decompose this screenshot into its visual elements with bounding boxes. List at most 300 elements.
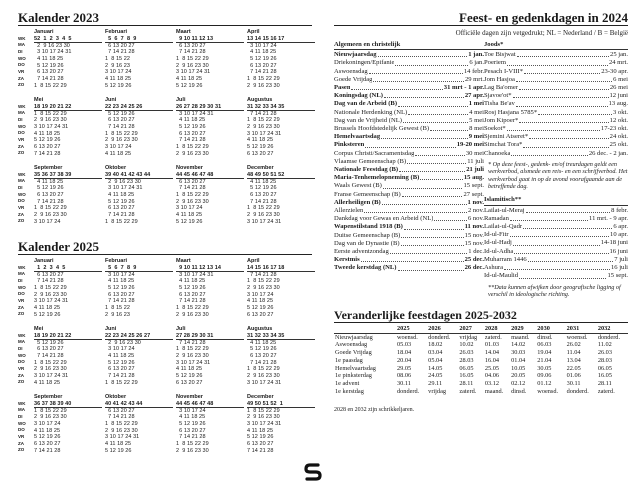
table-cell: 03.12 bbox=[484, 380, 500, 388]
day-row: 5 12 19 26 bbox=[176, 218, 203, 225]
weekday-label: WO bbox=[18, 352, 26, 358]
holiday-name: Aswoensdag bbox=[334, 67, 368, 75]
day-row: 6 13 20 27 bbox=[176, 178, 206, 185]
weekday-label: VR bbox=[18, 298, 25, 304]
day-row: 1 8 15 22 29 bbox=[176, 346, 209, 353]
islamic-holidays-list bbox=[484, 207, 628, 281]
day-row: 4 11 18 25 bbox=[247, 137, 274, 144]
month-block bbox=[34, 394, 102, 454]
holiday-name: Hemelvaartsdag bbox=[334, 133, 381, 141]
table-cell: 19.04 bbox=[537, 349, 552, 357]
table-row bbox=[334, 333, 628, 341]
month-name: November bbox=[176, 394, 203, 400]
table-cell: 04.06 bbox=[484, 372, 500, 380]
day-row: 5 12 19 26 bbox=[34, 434, 61, 441]
day-row: 6 13 20 27 bbox=[176, 291, 206, 298]
weekday-label: WO bbox=[18, 123, 26, 129]
day-row: 2 9 16 23 30 bbox=[247, 414, 280, 421]
month-block bbox=[176, 29, 244, 89]
day-row: 4 11 18 25 bbox=[34, 379, 61, 386]
day-row: 5 12 19 26 bbox=[176, 82, 203, 89]
calendar-quarter bbox=[18, 394, 312, 462]
table-cell: vrijdag bbox=[428, 388, 447, 396]
day-row: 5 12 19 26 bbox=[176, 420, 206, 427]
day-row: 5 12 19 26 bbox=[176, 123, 206, 130]
variable-holidays-title: Veranderlijke feestdagen 2025-2032 bbox=[334, 308, 628, 323]
day-row: 6 13 20 27 bbox=[105, 291, 135, 298]
weekday-label: DO bbox=[18, 130, 25, 136]
holiday-date: 11 juli bbox=[467, 157, 484, 165]
leader-dots bbox=[526, 207, 610, 213]
month-name: April bbox=[247, 258, 260, 264]
day-row: 1 8 15 22 29 bbox=[34, 359, 67, 366]
holiday-name: Id-ul-Maulid bbox=[484, 272, 519, 280]
table-cell: 26.02 bbox=[566, 341, 581, 349]
holiday-item bbox=[484, 109, 628, 117]
row-label: Nieuwjaarsdag bbox=[335, 333, 373, 341]
month-name: December bbox=[247, 394, 274, 400]
day-row: 5 12 19 26 bbox=[34, 339, 64, 346]
weekday-label: WO bbox=[18, 55, 26, 61]
holiday-name: Pinksteren bbox=[334, 141, 365, 149]
holiday-item bbox=[334, 240, 484, 248]
day-row: 1 8 15 22 29 bbox=[247, 407, 280, 414]
holiday-name: Lailat-ul-Qadr bbox=[484, 223, 523, 231]
holiday-name: Poeriem bbox=[484, 59, 506, 67]
table-cell: donderd. bbox=[397, 388, 420, 396]
holiday-name: Rosj Hasjana 5785* bbox=[484, 108, 538, 116]
table-cell: 20.04 bbox=[397, 356, 412, 364]
day-row: 6 13 20 27 bbox=[34, 143, 61, 150]
table-row bbox=[334, 349, 628, 357]
leader-dots bbox=[404, 223, 464, 229]
leader-dots bbox=[398, 264, 464, 270]
calendar-title-2025: Kalender 2025 bbox=[18, 239, 312, 255]
day-row: 1 8 15 22 29 bbox=[176, 143, 209, 150]
weekday-label: ZA bbox=[18, 304, 24, 310]
table-cell: 16.04 bbox=[484, 356, 500, 364]
leader-dots bbox=[415, 150, 464, 156]
month-name: Februari bbox=[105, 29, 128, 35]
row-label: Hemelvaartsdag bbox=[335, 364, 376, 372]
holiday-date: 25 dec. bbox=[464, 256, 484, 264]
leader-dots bbox=[519, 272, 606, 278]
table-cell: donderd. bbox=[597, 333, 621, 341]
table-cell: donderd. bbox=[566, 388, 589, 396]
day-row: 3 10 17 24 bbox=[247, 42, 277, 49]
weekday-label: VR bbox=[18, 205, 25, 211]
week-numbers: 22 23 24 25 26 27 bbox=[105, 333, 173, 340]
holiday-name: Dag van de Dynastie (B) bbox=[334, 239, 400, 247]
weekday-label: VR bbox=[18, 137, 25, 143]
day-row: 2 9 16 23 30 bbox=[34, 42, 70, 49]
weekday-label: ZA bbox=[18, 211, 24, 217]
weekday-label: DI bbox=[18, 277, 23, 283]
day-row: 5 12 19 26 bbox=[105, 198, 135, 205]
holiday-date: 15 sept. bbox=[607, 272, 628, 280]
day-row: 7 14 21 28 bbox=[247, 359, 277, 366]
week-numbers: 39 40 41 42 43 44 bbox=[105, 172, 173, 179]
day-row: 4 11 18 25 bbox=[105, 75, 132, 82]
year-header: 2029 bbox=[510, 325, 536, 333]
month-name: Mei bbox=[34, 97, 44, 103]
leader-dots bbox=[373, 76, 463, 82]
day-row: 4 11 18 25 bbox=[247, 427, 274, 434]
weekday-label: DI bbox=[18, 413, 23, 419]
day-row: 4 11 18 25 bbox=[176, 117, 206, 124]
table-cell: 13.04 bbox=[566, 356, 581, 364]
leader-dots bbox=[507, 59, 608, 65]
weekday-label: WO bbox=[18, 420, 26, 426]
holiday-item bbox=[484, 231, 628, 239]
weekday-labels bbox=[18, 333, 26, 387]
day-row: 6 13 20 27 bbox=[247, 150, 274, 157]
table-cell: 29.11 bbox=[428, 380, 443, 388]
day-row: 2 9 16 23 30 bbox=[247, 123, 280, 130]
day-row: 6 13 20 27 bbox=[247, 191, 277, 198]
day-row: 7 14 21 28 bbox=[34, 278, 64, 285]
month-block bbox=[247, 97, 315, 157]
day-row: 6 13 20 27 bbox=[105, 117, 135, 124]
table-cell: 11.04 bbox=[566, 349, 581, 357]
table-cell: 28.03 bbox=[459, 356, 474, 364]
holiday-name: Nieuwjaarsdag bbox=[334, 51, 377, 59]
day-row: 5 12 19 26 bbox=[247, 304, 274, 311]
week-numbers: 9 10 11 12 13 14 bbox=[176, 265, 244, 272]
holiday-item bbox=[334, 223, 484, 231]
table-header-blank bbox=[334, 325, 396, 333]
holiday-name: Goede Vrijdag bbox=[334, 75, 373, 83]
weekday-label: ZO bbox=[18, 82, 25, 88]
leader-dots bbox=[420, 174, 463, 180]
table-cell: 06.05 bbox=[597, 364, 612, 372]
leader-dots bbox=[507, 125, 600, 131]
calendar-title-2023: Kalender 2023 bbox=[18, 10, 312, 26]
holiday-name: Dag van de Vrijheid (NL) bbox=[334, 116, 402, 124]
week-numbers: 52 1 2 3 4 5 bbox=[34, 36, 102, 43]
jewish-holidays-list bbox=[484, 51, 628, 158]
table-cell: 18.02 bbox=[428, 341, 443, 349]
day-row: 5 12 19 26 bbox=[34, 185, 64, 192]
week-numbers: 36 37 38 39 40 bbox=[34, 401, 102, 408]
holiday-date: 8 febr. bbox=[611, 206, 628, 214]
table-cell: 01.04 bbox=[511, 356, 526, 364]
day-row: 3 10 17 24 31 bbox=[247, 379, 282, 386]
month-block bbox=[105, 29, 173, 89]
day-row: 1 8 15 22 29 bbox=[247, 75, 280, 82]
row-label: 1e pinksterdag bbox=[335, 372, 372, 380]
day-row: 7 14 21 28 bbox=[34, 150, 61, 157]
jewish-holidays-heading: Joods* bbox=[484, 41, 628, 50]
holiday-name: Kerstmis bbox=[334, 256, 360, 264]
day-row: 1 8 15 22 bbox=[105, 55, 130, 62]
year-header: 2025 bbox=[396, 325, 427, 333]
day-row: 4 11 18 25 bbox=[105, 191, 135, 198]
day-row: 4 11 18 25 bbox=[176, 75, 203, 82]
day-row: 7 14 21 28 bbox=[247, 447, 274, 454]
day-row: 3 10 17 24 31 bbox=[247, 218, 282, 225]
day-row: 4 11 18 25 bbox=[176, 278, 206, 285]
holiday-item bbox=[484, 239, 628, 247]
month-block bbox=[34, 29, 102, 89]
holiday-item bbox=[484, 100, 628, 108]
general-holidays-column bbox=[334, 41, 484, 304]
day-row: 3 10 17 24 31 bbox=[34, 298, 69, 305]
table-cell: 16.05 bbox=[597, 372, 612, 380]
day-row: 1 8 15 22 29 bbox=[176, 440, 209, 447]
calendar-quarter bbox=[18, 97, 312, 165]
leader-dots bbox=[519, 84, 609, 90]
day-row: 4 11 18 25 bbox=[247, 339, 277, 346]
calendar-quarter bbox=[18, 258, 312, 326]
holiday-date: 31 mrt - 1 apr. bbox=[443, 84, 484, 92]
day-row: 2 9 16 23 30 bbox=[176, 447, 209, 454]
table-row bbox=[334, 341, 628, 349]
month-name: Augustus bbox=[247, 97, 273, 103]
holiday-name: Nationale Feestdag (B) bbox=[334, 166, 399, 174]
holiday-date: 19-20 mei bbox=[456, 141, 484, 149]
day-row: 3 10 17 24 31 bbox=[176, 359, 211, 366]
table-cell: 11.02 bbox=[597, 341, 612, 349]
weekday-labels bbox=[18, 265, 26, 319]
month-name: September bbox=[34, 394, 63, 400]
holiday-item bbox=[484, 117, 628, 125]
holiday-date: 6 mei bbox=[613, 75, 628, 83]
table-cell: 14.05 bbox=[428, 364, 443, 372]
holiday-date: 7 juli bbox=[614, 255, 628, 263]
holiday-date: 11 mrt. - 9 apr. bbox=[589, 214, 628, 222]
day-row: 3 10 17 24 bbox=[247, 291, 274, 298]
holiday-date: 13 aug. bbox=[608, 100, 628, 108]
weekday-label: MA bbox=[18, 178, 25, 184]
leap-year-note: 2028 en 2032 zijn schrikkeljaren. bbox=[334, 407, 415, 414]
holiday-name: Tisha Be'av bbox=[484, 100, 515, 108]
day-row: 4 11 18 25 bbox=[247, 49, 277, 56]
table-cell: 25.05 bbox=[484, 364, 500, 372]
day-row: 4 11 18 25 bbox=[176, 211, 203, 218]
row-label: Goede Vrijdag bbox=[335, 349, 372, 357]
holiday-date: 24 mrt. bbox=[608, 59, 628, 67]
leader-dots bbox=[516, 100, 608, 106]
holiday-name: Jom Kipoer* bbox=[484, 116, 519, 124]
day-row: 5 12 19 26 bbox=[105, 359, 135, 366]
month-block bbox=[176, 258, 244, 318]
leader-dots bbox=[364, 207, 467, 213]
month-name: Maart bbox=[176, 258, 191, 264]
day-row: 1 8 15 22 29 bbox=[176, 304, 209, 311]
leader-dots bbox=[369, 68, 463, 74]
leader-dots bbox=[524, 68, 600, 74]
day-row: 3 10 17 24 31 bbox=[105, 434, 140, 441]
holiday-date: 15 aug. bbox=[463, 174, 484, 182]
year-header: 2026 bbox=[427, 325, 458, 333]
table-cell: 24.05 bbox=[428, 372, 443, 380]
holiday-name: Pasen bbox=[334, 84, 351, 92]
day-row: 6 13 20 27 bbox=[247, 352, 277, 359]
holiday-name: Nationale Herdenking (NL) bbox=[334, 108, 408, 116]
day-row: 6 13 20 27 bbox=[34, 69, 64, 76]
day-row: 3 10 17 24 bbox=[34, 420, 61, 427]
holiday-name: Dag van de Arbeid (B) bbox=[334, 100, 398, 108]
holidays-page bbox=[320, 0, 640, 497]
week-label: WK bbox=[18, 103, 26, 109]
holiday-date: 26 dec. bbox=[464, 264, 484, 272]
holiday-item bbox=[484, 141, 628, 149]
day-row: 3 10 17 24 31 bbox=[176, 69, 211, 76]
day-row: 3 10 17 24 bbox=[176, 407, 206, 414]
leader-dots bbox=[529, 133, 609, 139]
day-row: 4 11 18 25 bbox=[105, 352, 135, 359]
day-row: 4 11 18 25 bbox=[34, 427, 61, 434]
month-name: Maart bbox=[176, 29, 191, 35]
leader-dots bbox=[519, 117, 608, 123]
holiday-item bbox=[334, 264, 484, 272]
day-row: 4 11 18 25 bbox=[105, 150, 132, 157]
table-cell: 26.03 bbox=[597, 349, 612, 357]
holiday-name: Simchat Tora* bbox=[484, 141, 523, 149]
row-label: 1e paasdag bbox=[335, 356, 363, 364]
week-numbers: 48 49 50 51 52 bbox=[247, 172, 315, 179]
publisher-logo-icon bbox=[304, 462, 322, 482]
weekday-label: WO bbox=[18, 191, 26, 197]
holiday-item bbox=[334, 133, 484, 141]
day-row: 3 10 17 24 bbox=[105, 143, 132, 150]
week-numbers: 49 50 51 52 1 bbox=[247, 401, 315, 408]
day-row: 3 10 17 24 bbox=[105, 346, 135, 353]
leader-dots bbox=[510, 215, 588, 221]
holiday-item bbox=[484, 76, 628, 84]
week-numbers: 18 19 20 21 22 bbox=[34, 104, 102, 111]
day-row: 1 8 15 22 29 bbox=[34, 284, 67, 291]
holiday-date: 27 sept. bbox=[463, 190, 484, 198]
holiday-item bbox=[334, 182, 484, 190]
holiday-date: 1 jan. bbox=[468, 51, 484, 59]
day-row: 7 14 21 28 bbox=[176, 137, 206, 144]
holiday-date: 1 dec. bbox=[468, 248, 484, 256]
day-row: 2 9 16 23 30 bbox=[247, 211, 280, 218]
table-cell: maand. bbox=[484, 388, 504, 396]
month-name: Oktober bbox=[105, 165, 127, 171]
day-row: 1 8 15 22 29 bbox=[34, 82, 67, 89]
leader-dots bbox=[528, 256, 614, 262]
day-row: 5 12 19 26 bbox=[247, 143, 274, 150]
holiday-item bbox=[484, 59, 628, 67]
weekday-label: ZO bbox=[18, 447, 25, 453]
day-row: 1 8 15 22 29 bbox=[247, 205, 280, 212]
holiday-date: 21 juli bbox=[466, 166, 484, 174]
month-block bbox=[176, 326, 244, 386]
day-row: 7 14 21 28 bbox=[176, 434, 206, 441]
day-row: 3 10 17 24 bbox=[34, 218, 61, 225]
leader-dots bbox=[384, 92, 464, 98]
week-numbers: 26 27 28 29 30 31 bbox=[176, 104, 244, 111]
weekday-label: MA bbox=[18, 339, 25, 345]
day-row: 5 12 19 26 bbox=[176, 372, 203, 379]
table-cell: 28.03 bbox=[597, 356, 612, 364]
weekday-label: DO bbox=[18, 62, 25, 68]
leader-dots bbox=[395, 59, 468, 65]
day-row: 4 11 18 25 bbox=[105, 278, 135, 285]
month-block bbox=[105, 258, 173, 318]
day-row: 4 11 18 25 bbox=[34, 55, 64, 62]
table-cell: 14.02 bbox=[511, 341, 526, 349]
month-block bbox=[247, 165, 315, 225]
day-row: 5 12 19 26 bbox=[34, 62, 64, 69]
table-cell: 18.04 bbox=[397, 349, 412, 357]
table-cell: 01.03 bbox=[484, 341, 500, 349]
day-row: 6 13 20 27 bbox=[247, 62, 277, 69]
month-block bbox=[105, 165, 173, 225]
holiday-date: 29 mrt. bbox=[464, 75, 484, 83]
day-row: 1 8 15 22 29 bbox=[247, 366, 280, 373]
leader-dots bbox=[402, 191, 463, 197]
day-row: 6 13 20 27 bbox=[34, 191, 64, 198]
day-row: 6 13 20 27 bbox=[176, 130, 206, 137]
day-row: 1 8 15 22 29 bbox=[34, 407, 67, 414]
table-row bbox=[334, 380, 628, 388]
leader-dots bbox=[351, 84, 442, 90]
day-row: 5 12 19 26 bbox=[105, 447, 132, 454]
holiday-date: 3 okt. bbox=[612, 108, 628, 116]
table-row bbox=[334, 357, 628, 365]
day-row: 1 8 15 22 29 bbox=[34, 110, 67, 117]
day-row: 7 14 21 28 bbox=[176, 339, 206, 346]
table-cell: 05.04 bbox=[428, 356, 443, 364]
day-row: 6 13 20 27 bbox=[105, 366, 135, 373]
month-block bbox=[176, 97, 244, 157]
day-row: 7 14 21 28 bbox=[247, 69, 277, 76]
holiday-date: 12 juni bbox=[609, 92, 628, 100]
holiday-date: 16 juni bbox=[609, 247, 628, 255]
day-row: 7 14 21 28 bbox=[34, 352, 64, 359]
weekday-label: MA bbox=[18, 110, 25, 116]
day-row: 3 10 17 24 31 bbox=[247, 130, 282, 137]
holiday-name: Dankdag voor Gewas en Arbeid (NL) bbox=[334, 215, 434, 223]
holiday-name: Corpus Christi/Sacramentsdag bbox=[334, 149, 415, 157]
day-row: 6 13 20 27 bbox=[176, 379, 203, 386]
row-label: 1e advent bbox=[335, 380, 360, 388]
leader-dots bbox=[383, 182, 463, 188]
year-header: 2027 bbox=[458, 325, 484, 333]
holiday-item bbox=[334, 256, 484, 264]
day-row: 2 9 16 23 30 bbox=[105, 178, 141, 185]
day-row: 2 9 16 23 bbox=[105, 311, 130, 318]
month-block bbox=[247, 258, 315, 318]
holiday-name: Ashura bbox=[484, 264, 504, 272]
day-row: 1 8 15 22 29 bbox=[105, 218, 138, 225]
year-header: 2032 bbox=[597, 325, 628, 333]
holiday-name: Jom Hasjoa bbox=[484, 75, 515, 83]
holiday-date: 26 dec. - 2 jan. bbox=[588, 149, 628, 157]
month-block bbox=[247, 394, 315, 454]
week-numbers: 44 45 46 47 48 bbox=[176, 401, 244, 408]
year-header: 2031 bbox=[566, 325, 597, 333]
month-name: Juli bbox=[176, 97, 186, 103]
day-row: 4 11 18 25 bbox=[176, 414, 206, 421]
holiday-item bbox=[334, 76, 484, 84]
weekday-label: MA bbox=[18, 42, 25, 48]
weekday-label: VR bbox=[18, 434, 25, 440]
day-row: 7 14 21 28 bbox=[176, 185, 206, 192]
weekday-labels bbox=[18, 401, 26, 455]
holiday-item bbox=[334, 215, 484, 223]
leader-dots bbox=[516, 76, 612, 82]
week-numbers: 1 2 3 4 5 bbox=[34, 265, 102, 272]
leader-dots bbox=[510, 231, 610, 237]
holiday-name: Franse Gemeenschap (B) bbox=[334, 190, 401, 198]
leader-dots bbox=[390, 248, 468, 254]
day-row: 7 14 21 28 bbox=[34, 198, 64, 205]
